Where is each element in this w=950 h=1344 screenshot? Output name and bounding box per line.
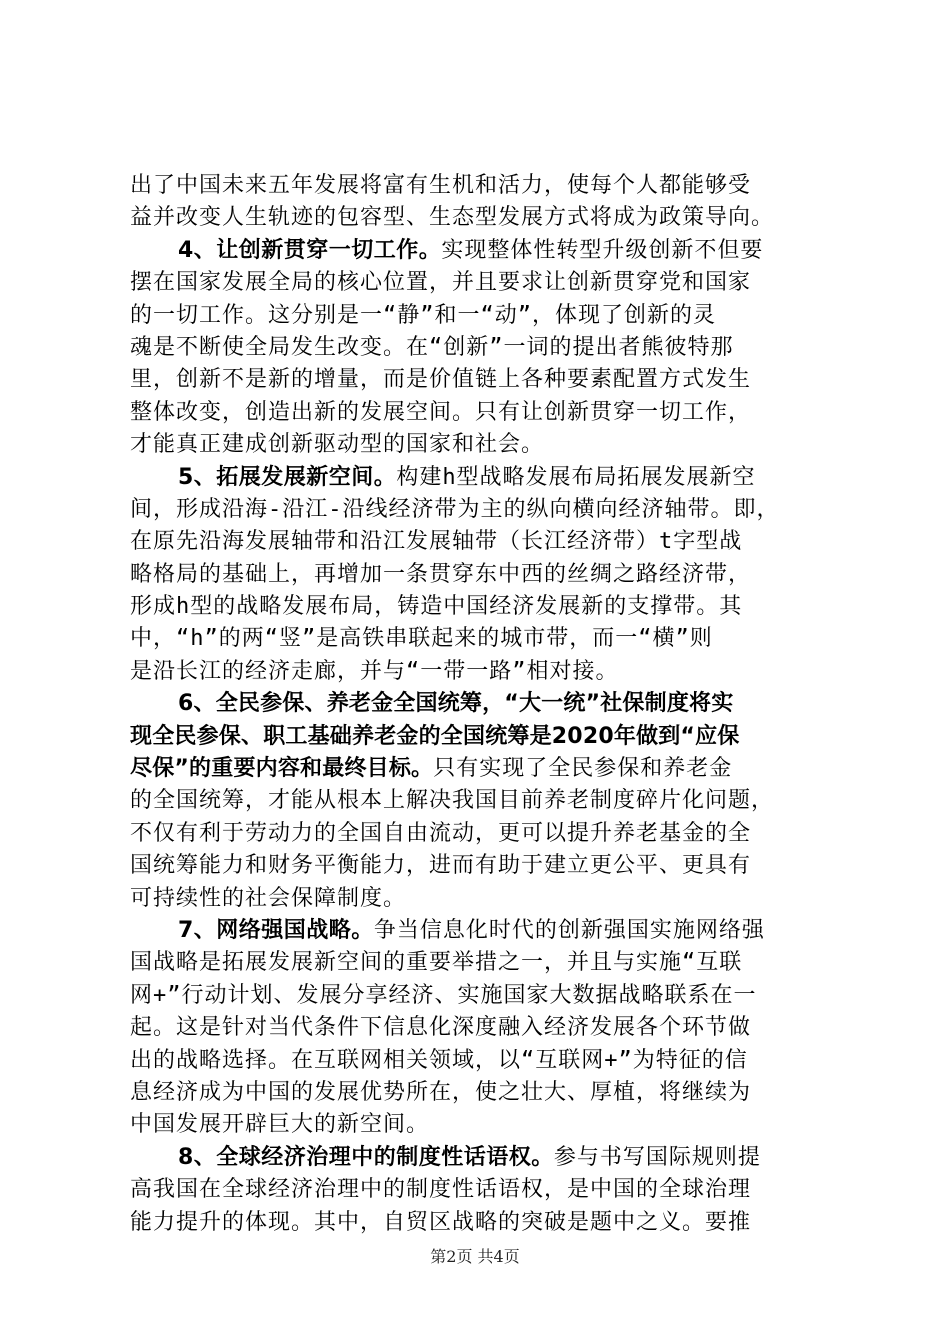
text-run: 只有实现了全民参保和养老金 — [433, 756, 733, 782]
text-line — [130, 753, 830, 785]
text-line: 整体改变，创造出新的发展空间。只有让创新贯穿一切工作， — [130, 399, 752, 425]
text-line: 间，形成沿海-沿江-沿线经济带为主的纵向横向经济轴带。即， — [130, 496, 780, 522]
text-line: 息经济成为中国的发展优势所在，使之壮大、厚植，将继续为 — [130, 1079, 752, 1105]
bold-text-run: 尽保”的重要内容和最终目标。 — [130, 756, 434, 782]
text-line: 国统筹能力和财务平衡能力，进而有助于建立更公平、更具有 — [130, 853, 752, 879]
section-heading-5: 5、拓展发展新空间。 — [178, 464, 397, 490]
text-line: 摆在国家发展全局的核心位置，并且要求让创新贯穿党和国家 — [130, 270, 752, 296]
text-line: 网+”行动计划、发展分享经济、实施国家大数据战略联系在一 — [130, 982, 757, 1008]
text-line: 不仅有利于劳动力的全国自由流动，更可以提升养老基金的全 — [130, 820, 752, 846]
text-line: 出的战略选择。在互联网相关领域，以“互联网+”为特征的信 — [130, 1047, 748, 1073]
text-line: 国战略是拓展发展新空间的重要举措之一，并且与实施“互联 — [130, 950, 743, 976]
text-line: 的一切工作。这分别是一“静”和一“动”，体现了创新的灵 — [130, 302, 716, 328]
text-line: 是沿长江的经济走廊，并与“一带一路”相对接。 — [130, 658, 619, 684]
text-line: 中，“h”的两“竖”是高铁串联起来的城市带，而一“横”则 — [130, 626, 713, 652]
document-body — [130, 170, 830, 1239]
text-line: 里，创新不是新的增量，而是价值链上各种要素配置方式发生 — [130, 367, 752, 393]
text-line: 中国发展开辟巨大的新空间。 — [130, 1112, 430, 1138]
text-run: 争当信息化时代的创新强国实施网络强 — [373, 917, 765, 943]
text-line — [130, 462, 830, 494]
text-line: 魂是不断使全局发生改变。在“创新”一词的提出者熊彼特那 — [130, 334, 734, 360]
section-heading-6: 6、全民参保、养老金全国统筹，“大一统”社保制度将实 — [178, 691, 734, 717]
text-line: 的全国统筹，才能从根本上解决我国目前养老制度碎片化问题， — [130, 788, 775, 814]
paragraph-8 — [130, 1142, 830, 1239]
bold-text-line: 现全民参保、职工基础养老金的全国统筹是2020年做到“应保 — [130, 723, 740, 749]
text-line: 益并改变人生轨迹的包容型、生态型发展方式将成为政策导向。 — [130, 205, 775, 231]
page-number-footer: 第2页 共4页 — [430, 1247, 520, 1266]
paragraph-7 — [130, 915, 830, 1142]
text-line: 起。这是针对当代条件下信息化深度融入经济发展各个环节做 — [130, 1015, 752, 1041]
paragraph-5 — [130, 462, 830, 689]
section-heading-7: 7、网络强国战略。 — [178, 917, 374, 943]
text-line — [130, 915, 830, 947]
text-line: 出了中国未来五年发展将富有生机和活力，使每个人都能够受 — [130, 173, 752, 198]
section-heading-4: 4、让创新贯穿一切工作。 — [178, 237, 442, 263]
paragraph-4 — [130, 235, 830, 462]
text-run: 实现整体性转型升级创新不但要 — [441, 237, 764, 263]
text-line: 略格局的基础上，再增加一条贯穿东中西的丝绸之路经济带， — [130, 561, 752, 587]
paragraph-6 — [130, 688, 830, 915]
paragraph-continued — [130, 170, 830, 235]
text-line: 可持续性的社会保障制度。 — [130, 885, 407, 911]
text-line: 高我国在全球经济治理中的制度性话语权，是中国的全球治理 — [130, 1177, 752, 1203]
text-line: 能力提升的体现。其中，自贸区战略的突破是题中之义。要推 — [130, 1209, 752, 1235]
text-line: 在原先沿海发展轴带和沿江发展轴带（长江经济带）t字型战 — [130, 529, 743, 555]
text-line — [130, 235, 830, 267]
section-heading-8: 8、全球经济治理中的制度性话语权。 — [178, 1144, 554, 1170]
text-line: 才能真正建成创新驱动型的国家和社会。 — [130, 432, 545, 458]
text-run: 构建h型战略发展布局拓展发展新空 — [396, 464, 756, 490]
text-line: 形成h型的战略发展布局，铸造中国经济发展新的支撑带。其 — [130, 594, 743, 620]
text-line — [130, 1142, 830, 1174]
text-run: 参与书写国际规则提 — [553, 1144, 761, 1170]
